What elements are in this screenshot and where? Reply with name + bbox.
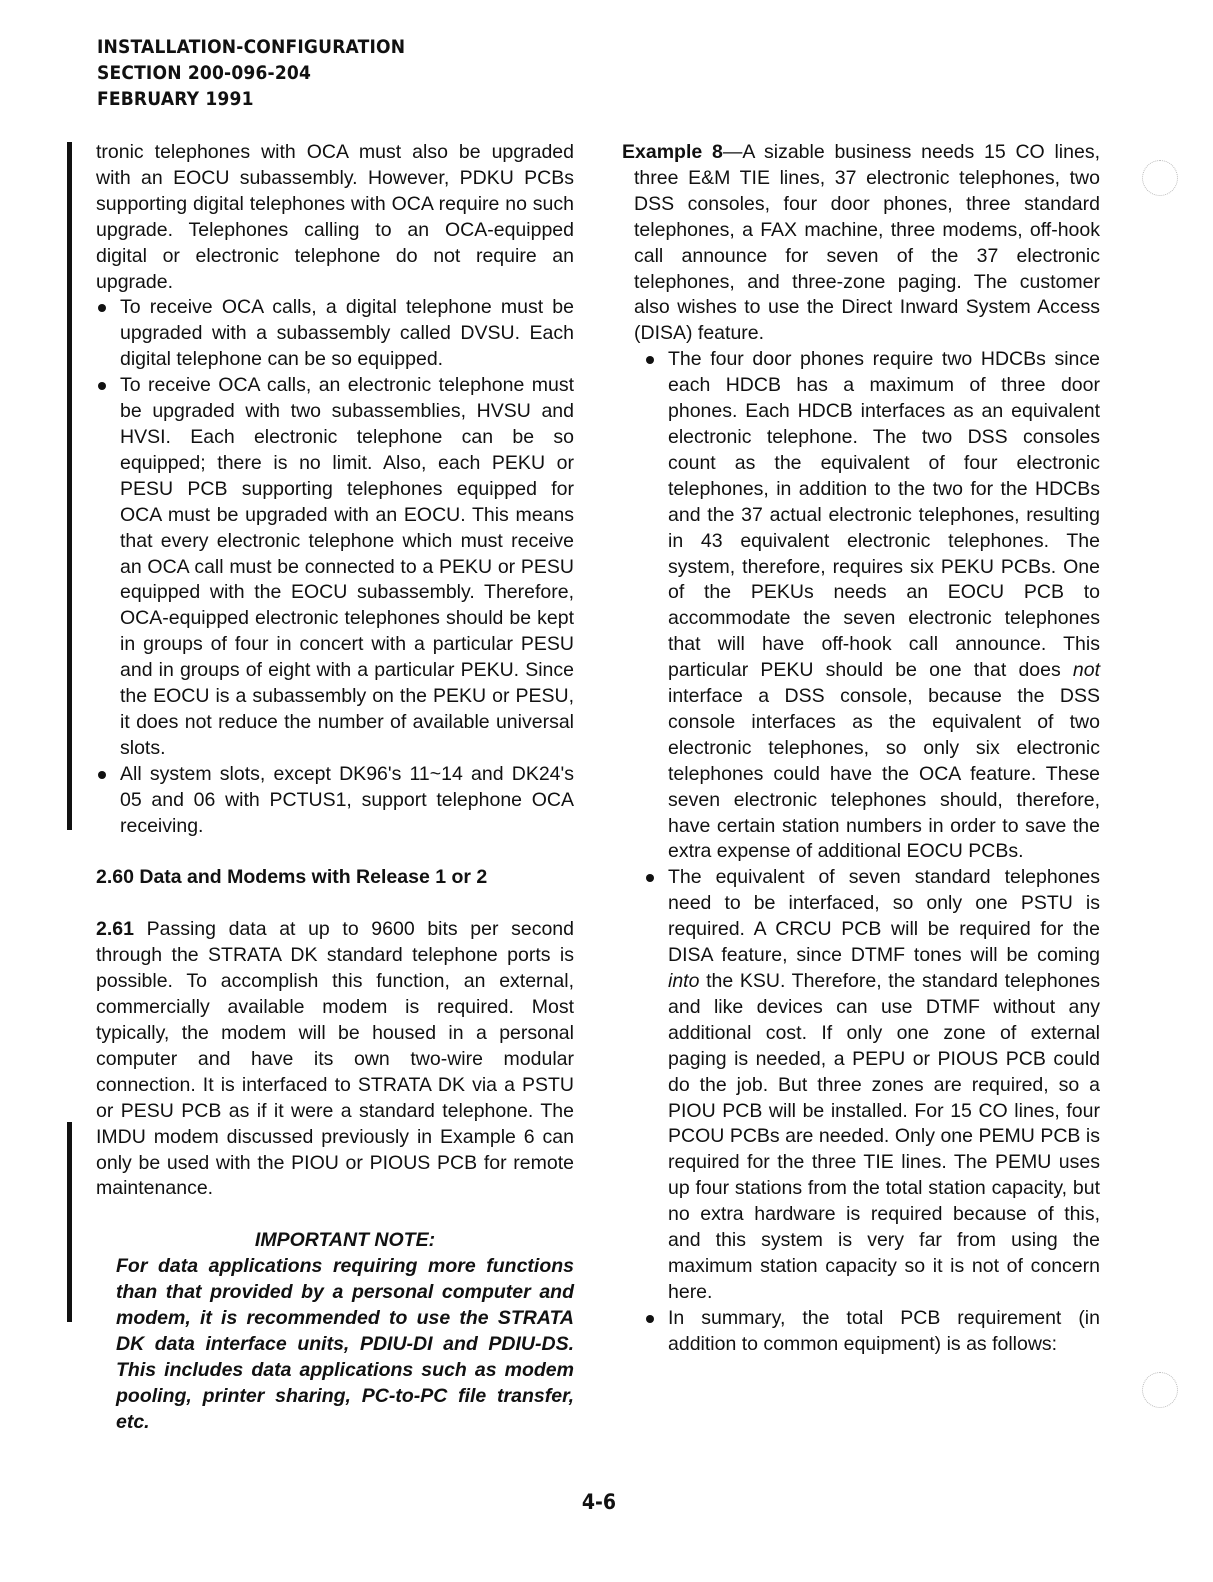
bullet-door-phones-emphasis: not (1072, 659, 1100, 682)
bullet-door-phones-text-a: The four door phones require two HDCBs since each HDCB has a maximum of three door phones. Each HDCB interfaces as an equivalent electronic telephone. The two DSS consoles count as the equivalent of four electronic telephones, in addition to the two for the HDCBs and the 37 actual electronic telephones, resulting in 43 equivalent electronic telephones. The system, therefore, requires six PEKU PCBs. One of the PEKUs needs an EOCU PCB to accommodate the seven electronic telephones that will have off-hook call announce. This particular PEKU should be one that does (668, 348, 1100, 682)
header-date: FEBRUARY 1991 (97, 88, 254, 110)
example-text: —A sizable business needs 15 CO lines, three E&M TIE lines, 37 electronic telephones, two DSS consoles, four door phones, three standard telephones, a FAX machine, three modems, off-hook call announce for seven of the 37 electronic telephones, and three-zone paging. The customer also wishes to use the Direct Inward System Access (DISA) feature. (634, 141, 1100, 345)
header-title: INSTALLATION-CONFIGURATION (97, 36, 406, 58)
left-column (96, 140, 574, 1436)
bullet-system-slots: All system slots, except DK96's 11~14 and DK24's 05 and 06 with PCTUS1, support telephone OCA receiving. (96, 762, 574, 840)
bullet-standard-telephones (644, 865, 1100, 1305)
bullet-standard-telephones-emphasis: into (668, 970, 700, 992)
right-column (622, 140, 1100, 1358)
bullet-standard-telephones-text-b: the KSU. Therefore, the standard telephones and like devices can use DTMF without any additional cost. If only one zone of external paging is needed, a PEPU or PIOUS PCB could do the job. But three zones are required, so a PIOU PCB will be installed. For 15 CO lines, four PCOU PCBs are needed. Only one PEMU PCB is required for the three TIE lines. The PEMU uses up four stations from the total station capacity, but no extra hardware is required because of this, and this system is very far from using the maximum station capacity so it is not of concern here. (668, 970, 1100, 1303)
document-header (97, 34, 405, 112)
bullet-electronic-telephone: To receive OCA calls, an electronic telephone must be upgraded with two subassemblies, HVSU and HVSI. Each electronic telephone can be so equipped; there is no limit. Also, each PEKU or PESU PCB supporting telephones equipped for OCA must be upgraded with an EOCU. This means that every electronic telephone which must receive an OCA call must be connected to a PEKU or PESU equipped with the EOCU subassembly. Therefore, OCA-equipped electronic telephones should be kept in groups of four in concert with a particular PESU and in groups of eight with a particular PEKU. Since the EOCU is a subassembly on the PEKU or PESU, it does not reduce the number of available universal slots. (96, 373, 574, 762)
important-note-body: For data applications requiring more functions than that provided by a personal computer and modem, it is recommended to use the STRATA DK data interface units, PDIU-DI and PDIU-DS. This includes data applications such as modem pooling, printer sharing, PC-to-PC file transfer, etc. (116, 1255, 574, 1433)
header-section: SECTION 200-096-204 (97, 62, 312, 84)
oca-bullet-list (96, 295, 574, 839)
paragraph-number: 2.61 (96, 918, 134, 941)
paragraph-2-61-text: Passing data at up to 9600 bits per second through the STRATA DK standard telephone ports is possible. To accomplish this function, an external, commercially available modem is required. Most typically, the modem will be housed in a personal computer and have its own two-wire modular connection. It is interfaced to STRATA DK via a PSTU or PESU PCB as if it were a standard telephone. The IMDU modem discussed previously in Example 6 can only be used with the PIOU or PIOUS PCB for remote maintenance. (96, 918, 575, 1200)
change-bar-top (67, 142, 72, 830)
example-label: Example 8 (622, 141, 723, 163)
bullet-digital-telephone: To receive OCA calls, a digital telephone must be upgraded with a subassembly called DVSU. Each digital telephone can be so equipped. (96, 295, 574, 373)
bullet-door-phones-text-b: interface a DSS console, because the DSS console interfaces as the equivalent of two electronic telephones, so only six electronic telephones could have the OCA feature. These seven electronic telephones should, therefore, have certain station numbers in order to save the extra expense of additional EOCU PCBs. (668, 685, 1100, 863)
bullet-summary: In summary, the total PCB requirement (in addition to common equipment) is as follows: (644, 1306, 1100, 1358)
punch-hole-bottom (1142, 1372, 1178, 1408)
bullet-door-phones (644, 347, 1100, 865)
punch-hole-top (1142, 160, 1178, 196)
left-intro-paragraph: tronic telephones with OCA must also be upgraded with an EOCU subassembly. However, PDKU PCBs supporting digital telephones with OCA require no such upgrade. Telephones calling to an OCA-equipped digital or electronic telephone do not require an upgrade. (96, 141, 574, 293)
change-bar-bottom (67, 1122, 72, 1322)
important-note-title: IMPORTANT NOTE: (254, 1229, 436, 1252)
example-8-bullet-list (622, 347, 1100, 1357)
bullet-standard-telephones-text-a: The equivalent of seven standard telephones need to be interfaced, so only one PSTU is required. A CRCU PCB will be required for the DISA feature, since DTMF tones will be coming (668, 866, 1100, 967)
example-8-paragraph (622, 140, 1100, 347)
section-heading-2-60: 2.60 Data and Modems with Release 1 or 2 (96, 866, 488, 889)
page-number: 4-6 (581, 1490, 617, 1514)
paragraph-2-61 (96, 917, 574, 1202)
